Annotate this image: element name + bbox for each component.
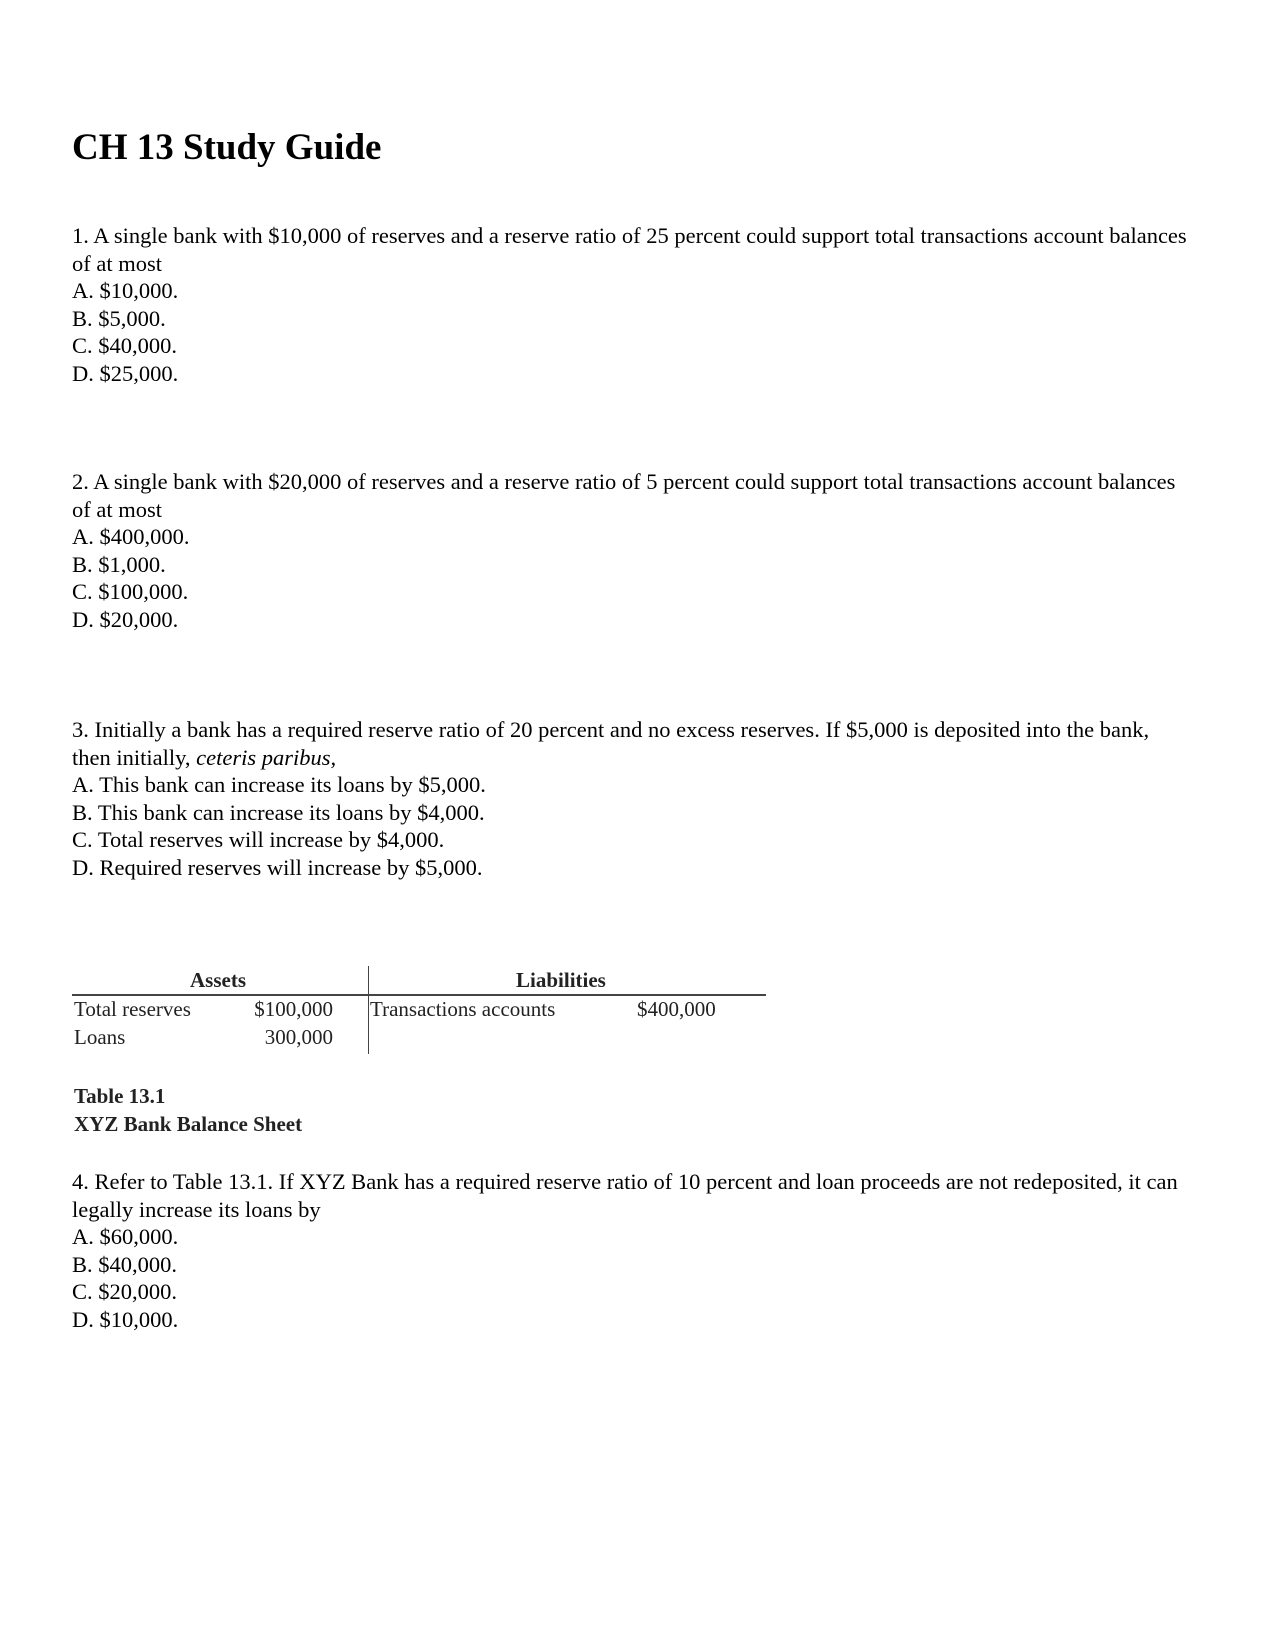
answer-option-b: B. $1,000. (72, 551, 166, 577)
answer-option-c: C. Total reserves will increase by $4,000. (72, 827, 445, 852)
question-1 (72, 222, 1192, 387)
table-horizontal-rule (72, 994, 766, 996)
asset-value-total-reserves: $100,000 (254, 997, 333, 1021)
answer-option-c: C. $100,000. (72, 579, 189, 604)
question-number: 3. (72, 717, 89, 742)
question-stem (72, 222, 1192, 277)
question-stem (72, 468, 1192, 523)
question-number: 1. (72, 223, 89, 248)
table-caption (74, 1082, 302, 1138)
question-stem (72, 716, 1192, 771)
question-3 (72, 716, 1192, 881)
table-caption-title: XYZ Bank Balance Sheet (74, 1112, 303, 1136)
answer-option-d: D. Required reserves will increase by $5,000. (72, 854, 483, 880)
question-text-italic: ceteris paribus, (196, 744, 337, 770)
answer-option-d: D. $25,000. (72, 360, 179, 386)
question-4 (72, 1168, 1192, 1333)
answer-option-a: A. $400,000. (72, 524, 190, 549)
question-text: A single bank with $10,000 of reserves and a reserve ratio of 25 percent could support total transactions account balances of at most (72, 223, 1187, 276)
answer-option-b: B. $5,000. (72, 305, 166, 331)
liabilities-header: Liabilities (516, 968, 606, 992)
question-text: Refer to Table 13.1. If XYZ Bank has a required reserve ratio of 10 percent and loan proceeds are not redeposited, it can legally increase its loans by (72, 1169, 1178, 1222)
answer-option-d: D. $10,000. (72, 1306, 179, 1332)
question-stem (72, 1168, 1192, 1223)
answer-option-d: D. $20,000. (72, 606, 179, 632)
answer-option-a: A. This bank can increase its loans by $5,000. (72, 772, 486, 797)
assets-header: Assets (190, 968, 246, 992)
answer-option-c: C. $20,000. (72, 1279, 178, 1304)
table-caption-number: Table 13.1 (74, 1084, 166, 1108)
answer-option-b: B. This bank can increase its loans by $4,000. (72, 799, 485, 825)
question-number: 4. (72, 1169, 89, 1194)
answer-option-a: A. $10,000. (72, 278, 179, 303)
asset-label-loans: Loans (74, 1025, 126, 1049)
question-text: A single bank with $20,000 of reserves and a reserve ratio of 5 percent could support total transactions account balances of at most (72, 469, 1176, 522)
liability-label-transactions-accounts: Transactions accounts (370, 997, 556, 1021)
answer-option-b: B. $40,000. (72, 1251, 178, 1277)
answer-option-a: A. $60,000. (72, 1224, 179, 1249)
table-vertical-divider (368, 966, 369, 1054)
question-2 (72, 468, 1192, 633)
liability-value-transactions-accounts: $400,000 (637, 997, 716, 1021)
asset-value-loans: 300,000 (264, 1025, 333, 1049)
question-number: 2. (72, 469, 89, 494)
question-text: Initially a bank has a required reserve ratio of 20 percent and no excess reserves. If $5,000 is deposited into the bank, then initially, (72, 717, 1150, 770)
page-title: CH 13 Study Guide (72, 127, 382, 168)
answer-option-c: C. $40,000. (72, 333, 178, 358)
balance-sheet-table (72, 962, 766, 1058)
asset-label-total-reserves: Total reserves (74, 997, 191, 1021)
